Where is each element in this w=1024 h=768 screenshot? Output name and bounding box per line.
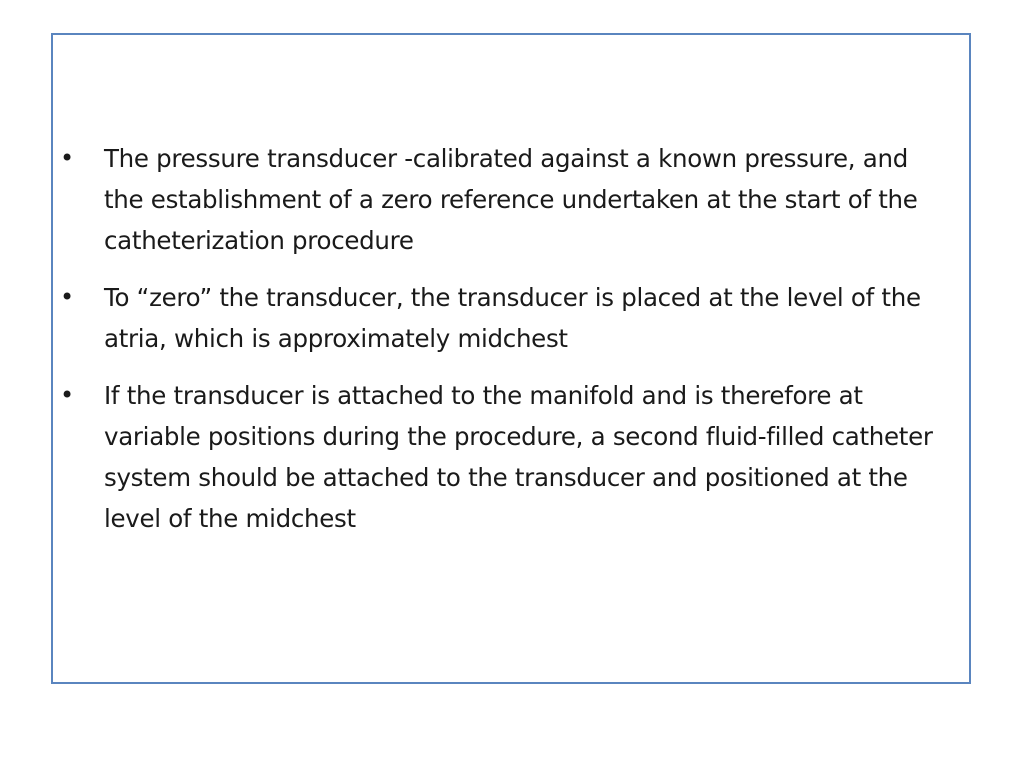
bullet-icon: • [60, 144, 74, 172]
bullet-icon: • [60, 381, 74, 409]
bullet-text: If the transducer is attached to the manifold and is therefore at variable positions during the procedure, a second fluid-filled catheter system should be attached to the transducer and positioned at the level of the midchest [104, 381, 933, 533]
bullet-icon: • [60, 283, 74, 311]
bullet-text: To “zero” the transducer, the transducer is placed at the level of the atria, which is approximately midchest [104, 283, 921, 353]
bullet-text: The pressure transducer -calibrated against a known pressure, and the establishment of a zero reference undertaken at the start of the catheterization procedure [104, 144, 918, 255]
bullet-item-zeroing [56, 277, 956, 359]
bullet-item-calibration [56, 138, 956, 261]
bullet-item-manifold [56, 375, 956, 539]
bullet-list [56, 138, 956, 555]
